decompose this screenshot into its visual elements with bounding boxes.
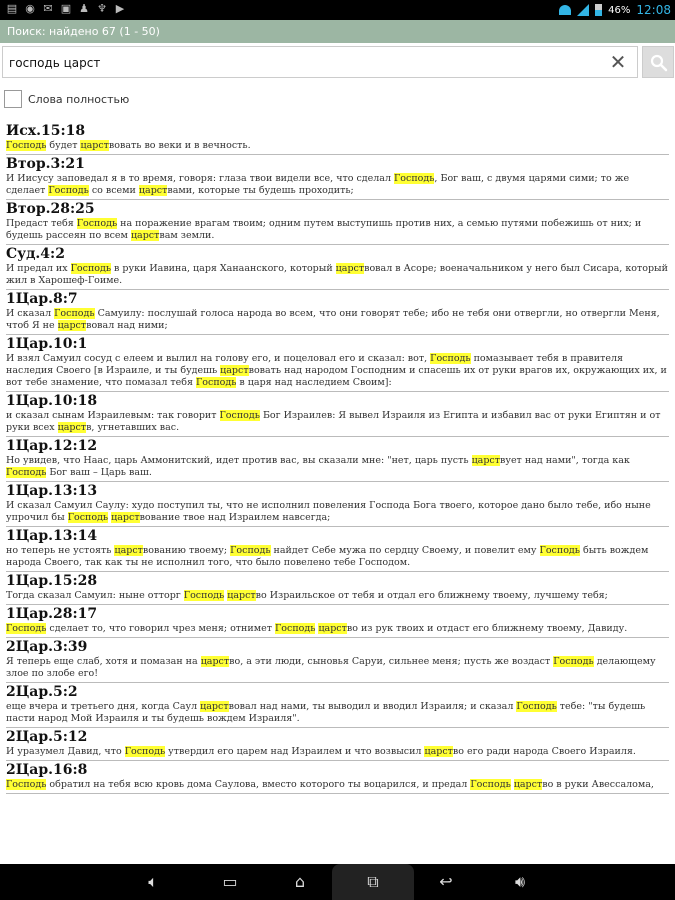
- result-item[interactable]: [6, 290, 669, 335]
- highlight-match: царст: [513, 779, 543, 790]
- battery-percent: 46%: [608, 4, 631, 16]
- result-reference: Втор.3:21: [6, 156, 85, 172]
- result-reference: 2Цар.16:8: [6, 762, 88, 778]
- result-text: Господь будет царствовать во веки и в вечность.: [6, 140, 251, 151]
- result-text: Тогда сказал Самуил: ныне отторг Господь царство Израильское от тебя и отдал его ближнему твоему, лучшему тебя;: [6, 590, 608, 601]
- highlight-match: царст: [471, 455, 500, 466]
- highlight-match: царст: [200, 656, 230, 667]
- result-item[interactable]: [6, 482, 669, 527]
- highlight-match: Господь: [470, 779, 511, 790]
- result-item[interactable]: [6, 683, 669, 728]
- highlight-match: Господь: [553, 656, 594, 667]
- results-title-bar: [0, 20, 675, 43]
- usb-icon: ♆: [97, 2, 107, 15]
- clear-icon[interactable]: ✕: [609, 50, 627, 74]
- highlight-match: Господь: [516, 701, 557, 712]
- highlight-match: Господь: [124, 746, 166, 757]
- result-text: И уразумел Давид, что Господь утвердил его царем над Израилем и что возвысил царство его ради народа Своего Израиля.: [6, 746, 636, 757]
- highlight-match: царст: [57, 422, 87, 433]
- highlight-match: царст: [227, 590, 256, 601]
- result-item[interactable]: [6, 728, 669, 761]
- result-reference: 1Цар.12:12: [6, 438, 98, 454]
- result-reference: 1Цар.15:28: [6, 573, 98, 589]
- highlight-match: Господь: [76, 218, 118, 229]
- mail-icon: ✉: [43, 2, 53, 15]
- result-reference: 1Цар.28:17: [6, 606, 98, 622]
- result-text: И сказал Господь Самуилу: послушай голоса народа во всем, что они говорят тебе; ибо не тебя они отвергли, но отвергли Меня, чтоб Я не царствовал над ними;: [6, 308, 660, 331]
- result-text: еще вчера и третьего дня, когда Саул царствовал над нами, ты выводил и вводил Израиля; и сказал Господь тебе: "ты будешь пасти народ Мой Израиля и ты будешь вождем Израиля".: [6, 701, 646, 724]
- highlight-match: Господь: [6, 140, 47, 151]
- highlight-match: царст: [57, 320, 87, 331]
- highlight-match: царст: [111, 512, 140, 523]
- system-icons: [559, 3, 671, 17]
- result-text: Предаст тебя Господь на поражение врагам твоим; одним путем выступишь против них, а семью путями побежишь от них; и будешь рассеян по всем царствам земли.: [6, 218, 642, 241]
- results-list: [6, 122, 669, 794]
- magnifier-icon: [650, 54, 668, 72]
- result-item[interactable]: [6, 122, 669, 155]
- result-reference: 1Цар.10:18: [6, 393, 98, 409]
- highlight-match: царст: [335, 263, 365, 274]
- volume-up-icon[interactable]: 🔊︎: [514, 872, 526, 891]
- highlight-match: Господь: [430, 353, 471, 364]
- results-count-title: Поиск: найдено 67 (1 - 50): [7, 25, 160, 38]
- home-icon[interactable]: ⌂: [294, 872, 306, 891]
- result-item[interactable]: [6, 200, 669, 245]
- result-reference: 1Цар.13:13: [6, 483, 98, 499]
- notification-icon: ▤: [6, 2, 18, 15]
- gallery-icon: ▣: [60, 2, 72, 15]
- result-reference: Втор.28:25: [6, 201, 95, 217]
- whole-word-option[interactable]: [4, 88, 129, 110]
- result-text: И сказал Самуил Саулу: худо поступил ты, что не исполнил повеления Господа Бога твоего, которое дано было тебе, ибо ныне упрочил бы Господь царствование твое над Израилем навсегда;: [6, 500, 651, 523]
- highlight-match: царст: [80, 140, 109, 151]
- highlight-match: Господь: [67, 512, 109, 523]
- result-item[interactable]: [6, 572, 669, 605]
- result-reference: 2Цар.3:39: [6, 639, 88, 655]
- screenshot-icon: ⧉: [367, 872, 379, 891]
- whole-word-checkbox[interactable]: [4, 90, 22, 108]
- volume-down-icon[interactable]: 🔈︎: [148, 872, 158, 891]
- result-reference: 1Цар.10:1: [6, 336, 88, 352]
- result-reference: 2Цар.5:2: [6, 684, 78, 700]
- highlight-match: Господь: [48, 185, 89, 196]
- search-row: [0, 45, 675, 81]
- battery-icon: [595, 4, 602, 16]
- highlight-match: Господь: [6, 779, 47, 790]
- highlight-match: Господь: [539, 545, 580, 556]
- highlight-match: Господь: [6, 467, 47, 478]
- result-reference: Исх.15:18: [6, 123, 86, 139]
- result-text: И предал их Господь в руки Иавина, царя Ханаанского, который царствовал в Асоре; военачальником у него был Сисара, который жил в Харошеф-Гоиме.: [6, 263, 668, 286]
- result-item[interactable]: [6, 605, 669, 638]
- whole-word-label: Слова полностью: [28, 92, 130, 106]
- app-icon: ◉: [25, 2, 35, 15]
- highlight-match: царст: [424, 746, 453, 757]
- person-icon: ♟: [79, 2, 89, 15]
- result-reference: 1Цар.13:14: [6, 528, 98, 544]
- highlight-match: Господь: [54, 308, 95, 319]
- result-item[interactable]: [6, 392, 669, 437]
- highlight-match: Господь: [196, 377, 237, 388]
- back-icon-alt[interactable]: ▭: [222, 872, 238, 891]
- highlight-match: царст: [114, 545, 143, 556]
- result-text: Господь обратил на тебя всю кровь дома Саулова, вместо которого ты воцарился, и предал Господь царство в руки Авессалома,: [6, 779, 654, 790]
- result-item[interactable]: [6, 527, 669, 572]
- result-text: Господь сделает то, что говорил чрез меня; отнимет Господь царство из рук твоих и отдаст его ближнему твоему, Давиду.: [6, 623, 628, 634]
- highlight-match: Господь: [183, 590, 225, 601]
- clock: 12:08: [636, 3, 671, 17]
- result-item[interactable]: [6, 638, 669, 683]
- result-text: И Иисусу заповедал я в то время, говоря: глаза твои видели все, что сделал Господь, Бог ваш, с двумя царями сими; то же сделает Господь со всеми царствами, которые ты будешь проходить;: [6, 173, 630, 196]
- highlight-match: Господь: [394, 173, 435, 184]
- notification-icons: [6, 3, 126, 15]
- result-text: но теперь не устоять царствованию твоему; Господь найдет Себе мужа по сердцу Своему, и повелит ему Господь быть вождем народа Своего, так как ты не исполнил того, что было повелено тебе Господом.: [6, 545, 649, 568]
- play-icon: ▶: [115, 2, 125, 15]
- result-item[interactable]: [6, 335, 669, 392]
- search-button[interactable]: [642, 46, 674, 78]
- highlight-match: Господь: [6, 623, 47, 634]
- back-icon[interactable]: ↩: [439, 872, 453, 891]
- screenshot-button[interactable]: [332, 864, 414, 900]
- status-bar: [0, 0, 675, 20]
- result-reference: Суд.4:2: [6, 246, 65, 262]
- navigation-bar: [0, 864, 675, 900]
- highlight-match: царст: [130, 230, 160, 241]
- result-reference: 2Цар.5:12: [6, 729, 88, 745]
- result-item[interactable]: [6, 437, 669, 482]
- result-text: Я теперь еще слаб, хотя и помазан на царство, а эти люди, сыновья Саруи, сильнее меня; пусть же воздаст Господь делающему злое по злобе его!: [6, 656, 656, 679]
- highlight-match: царст: [318, 623, 347, 634]
- result-item[interactable]: [6, 245, 669, 290]
- highlight-match: царст: [220, 365, 249, 376]
- search-input[interactable]: [7, 47, 601, 79]
- result-reference: 1Цар.8:7: [6, 291, 78, 307]
- highlight-match: Господь: [230, 545, 271, 556]
- result-text: Но увидев, что Наас, царь Аммонитский, идет против вас, вы сказали мне: "нет, царь пусть царствует над нами", тогда как Господь Бог ваш – Царь ваш.: [6, 455, 630, 478]
- result-item[interactable]: [6, 761, 669, 794]
- result-text: и сказал сынам Израилевым: так говорит Господь Бог Израилев: Я вывел Израиля из Египта и избавил вас от руки Египтян и от руки всех царств, угнетавших вас.: [6, 410, 661, 433]
- search-box: [2, 46, 638, 78]
- highlight-match: царст: [200, 701, 229, 712]
- highlight-match: Господь: [275, 623, 316, 634]
- result-text: И взял Самуил сосуд с елеем и вылил на голову его, и поцеловал его и сказал: вот, Господь помазывает тебя в правителя наследия Своего [в Израиле, и ты будешь царствовать над народом Господним и спасешь их от руки врагов их, окружающих их, и вот тебе знамение, что помазал тебя Господь в царя над наследием Своим]:: [6, 353, 667, 388]
- highlight-match: Господь: [219, 410, 260, 421]
- result-item[interactable]: [6, 155, 669, 200]
- signal-icon: [577, 4, 589, 16]
- highlight-match: Господь: [70, 263, 112, 274]
- highlight-match: царст: [138, 185, 168, 196]
- wifi-icon: [559, 5, 571, 15]
